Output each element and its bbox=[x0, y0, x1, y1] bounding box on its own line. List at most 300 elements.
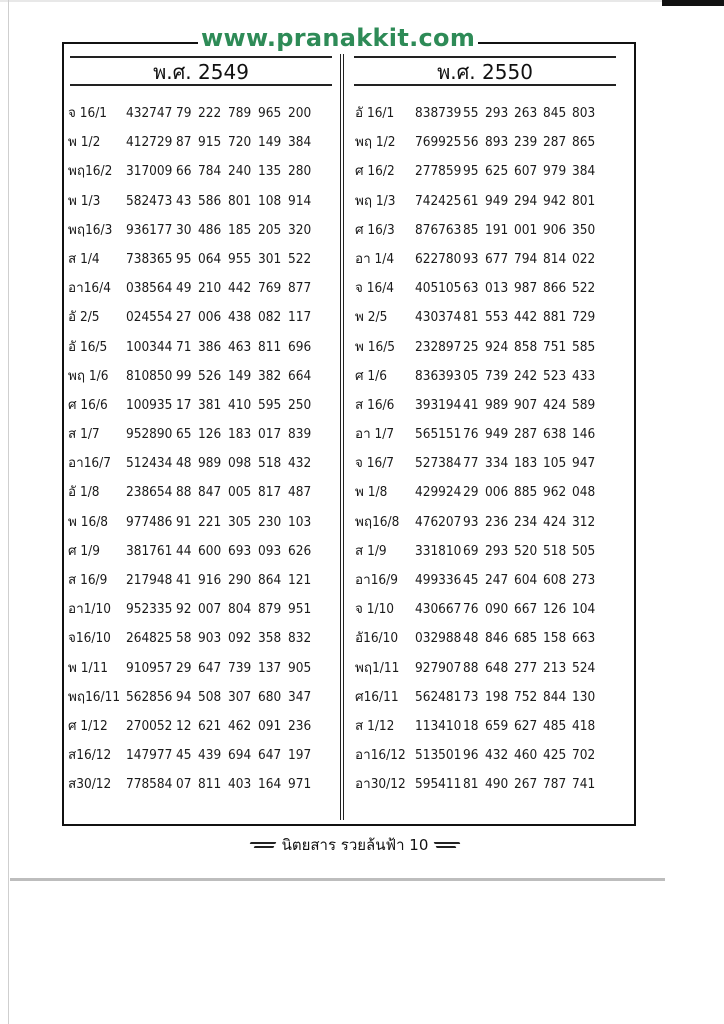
draw-date: ส 1/7 bbox=[68, 426, 100, 443]
three-digit-4: 663 bbox=[572, 630, 596, 647]
three-digit-1: 586 bbox=[198, 192, 222, 209]
result-row bbox=[68, 333, 336, 362]
first-prize: 476207 bbox=[415, 513, 462, 530]
three-digit-1: 553 bbox=[485, 309, 509, 326]
result-row bbox=[355, 712, 619, 741]
first-prize: 381761 bbox=[126, 542, 173, 559]
three-digit-4: 236 bbox=[288, 717, 312, 734]
three-digit-2: 693 bbox=[228, 542, 252, 559]
three-digit-4: 702 bbox=[572, 747, 596, 764]
result-row bbox=[68, 303, 336, 332]
last-two-digits: 95 bbox=[176, 250, 192, 267]
last-two-digits: 41 bbox=[176, 572, 192, 588]
result-row bbox=[68, 187, 336, 216]
three-digit-4: 832 bbox=[288, 630, 312, 647]
three-digit-2: 287 bbox=[514, 426, 538, 443]
result-row bbox=[355, 508, 619, 537]
draw-date: พ 2/5 bbox=[355, 309, 388, 326]
three-digit-4: 947 bbox=[572, 455, 596, 472]
three-digit-3: 881 bbox=[543, 309, 567, 326]
three-digit-2: 092 bbox=[228, 630, 252, 647]
last-two-digits: 44 bbox=[176, 542, 192, 559]
three-digit-1: 508 bbox=[198, 688, 222, 705]
last-two-digits: 45 bbox=[463, 572, 479, 588]
three-digit-1: 811 bbox=[198, 776, 222, 793]
three-digit-4: 320 bbox=[288, 221, 312, 238]
three-digit-4: 384 bbox=[572, 163, 596, 180]
last-two-digits: 91 bbox=[176, 513, 192, 530]
three-digit-3: 751 bbox=[543, 338, 567, 355]
three-digit-4: 914 bbox=[288, 192, 312, 209]
three-digit-3: 864 bbox=[258, 572, 282, 588]
first-prize: 393194 bbox=[415, 396, 462, 413]
three-digit-1: 625 bbox=[485, 163, 509, 180]
header-rule bbox=[354, 56, 616, 58]
three-digit-3: 425 bbox=[543, 747, 567, 764]
last-two-digits: 56 bbox=[463, 134, 479, 151]
result-row bbox=[68, 537, 336, 566]
three-digit-2: 604 bbox=[514, 572, 538, 588]
three-digit-1: 847 bbox=[198, 484, 222, 501]
three-digit-1: 659 bbox=[485, 717, 509, 734]
last-two-digits: 65 bbox=[176, 426, 192, 443]
three-digit-2: 438 bbox=[228, 309, 252, 326]
three-digit-3: 126 bbox=[543, 601, 567, 618]
three-digit-4: 729 bbox=[572, 309, 596, 326]
three-digit-3: 787 bbox=[543, 776, 567, 793]
last-two-digits: 29 bbox=[176, 659, 192, 676]
first-prize: 836393 bbox=[415, 367, 462, 384]
three-digit-1: 006 bbox=[198, 309, 222, 326]
first-prize: 270052 bbox=[126, 717, 173, 734]
three-digit-3: 866 bbox=[543, 280, 567, 297]
three-digit-3: 845 bbox=[543, 105, 567, 121]
last-two-digits: 81 bbox=[463, 776, 479, 793]
result-row bbox=[68, 99, 336, 128]
three-digit-2: 720 bbox=[228, 134, 252, 151]
first-prize: 977486 bbox=[126, 513, 173, 530]
three-digit-1: 381 bbox=[198, 396, 222, 413]
three-digit-1: 989 bbox=[485, 396, 509, 413]
result-row bbox=[355, 216, 619, 245]
draw-date: พฤ16/2 bbox=[68, 163, 113, 180]
three-digit-3: 091 bbox=[258, 717, 282, 734]
three-digit-2: 277 bbox=[514, 659, 538, 676]
last-two-digits: 25 bbox=[463, 338, 479, 355]
year-heading-left: พ.ศ. 2549 bbox=[153, 60, 249, 84]
three-digit-2: 685 bbox=[514, 630, 538, 647]
first-prize: 264825 bbox=[126, 630, 173, 647]
three-digit-4: 350 bbox=[572, 221, 596, 238]
three-digit-1: 191 bbox=[485, 221, 509, 238]
draw-date: พฤ 1/2 bbox=[355, 134, 396, 151]
three-digit-3: 979 bbox=[543, 163, 567, 180]
result-row bbox=[68, 741, 336, 770]
result-row bbox=[68, 245, 336, 274]
draw-date: พ 16/8 bbox=[68, 513, 109, 530]
three-digit-2: 520 bbox=[514, 542, 538, 559]
first-prize: 952335 bbox=[126, 601, 173, 618]
three-digit-2: 001 bbox=[514, 221, 538, 238]
header-rule bbox=[354, 84, 616, 86]
three-digit-1: 198 bbox=[485, 688, 509, 705]
result-row bbox=[355, 624, 619, 653]
three-digit-4: 905 bbox=[288, 659, 312, 676]
three-digit-1: 006 bbox=[485, 484, 509, 501]
header-rule bbox=[70, 56, 332, 58]
ornament-right-icon bbox=[434, 840, 460, 850]
draw-date: พฤ16/8 bbox=[355, 513, 400, 530]
first-prize: 562481 bbox=[415, 688, 462, 705]
first-prize: 113410 bbox=[415, 717, 462, 734]
three-digit-1: 949 bbox=[485, 192, 509, 209]
three-digit-3: 382 bbox=[258, 367, 282, 384]
first-prize: 405105 bbox=[415, 280, 462, 297]
draw-date: พฤ16/3 bbox=[68, 221, 113, 238]
result-row bbox=[68, 478, 336, 507]
three-digit-4: 250 bbox=[288, 396, 312, 413]
first-prize: 499336 bbox=[415, 572, 462, 588]
first-prize: 769925 bbox=[415, 134, 462, 151]
three-digit-2: 305 bbox=[228, 513, 252, 530]
three-digit-1: 784 bbox=[198, 163, 222, 180]
three-digit-4: 589 bbox=[572, 396, 596, 413]
result-row bbox=[68, 362, 336, 391]
draw-date: จ 16/4 bbox=[355, 280, 395, 297]
first-prize: 778584 bbox=[126, 776, 173, 793]
three-digit-2: 183 bbox=[514, 455, 538, 472]
three-digit-3: 358 bbox=[258, 630, 282, 647]
first-prize: 738365 bbox=[126, 250, 173, 267]
first-prize: 927907 bbox=[415, 659, 462, 676]
three-digit-3: 518 bbox=[258, 455, 282, 472]
three-digit-3: 158 bbox=[543, 630, 567, 647]
draw-date: อั 16/1 bbox=[355, 105, 395, 121]
header-rule bbox=[70, 84, 332, 86]
draw-date: ส 1/12 bbox=[355, 717, 395, 734]
three-digit-2: 794 bbox=[514, 250, 538, 267]
three-digit-2: 987 bbox=[514, 280, 538, 297]
three-digit-1: 490 bbox=[485, 776, 509, 793]
three-digit-1: 915 bbox=[198, 134, 222, 151]
three-digit-3: 082 bbox=[258, 309, 282, 326]
three-digit-1: 846 bbox=[485, 630, 509, 647]
three-digit-2: 801 bbox=[228, 192, 252, 209]
three-digit-3: 205 bbox=[258, 221, 282, 238]
page-edge bbox=[0, 0, 724, 2]
first-prize: 232897 bbox=[415, 338, 462, 355]
first-prize: 331810 bbox=[415, 542, 462, 559]
three-digit-3: 962 bbox=[543, 484, 567, 501]
three-digit-4: 121 bbox=[288, 572, 312, 588]
first-prize: 876763 bbox=[415, 221, 462, 238]
result-row bbox=[355, 128, 619, 157]
three-digit-2: 858 bbox=[514, 338, 538, 355]
three-digit-4: 741 bbox=[572, 776, 596, 793]
three-digit-1: 439 bbox=[198, 747, 222, 764]
result-row bbox=[355, 303, 619, 332]
result-row bbox=[68, 712, 336, 741]
draw-date: อั 1/8 bbox=[68, 484, 100, 501]
three-digit-2: 789 bbox=[228, 105, 252, 121]
draw-date: ศ 1/9 bbox=[68, 542, 100, 559]
three-digit-3: 680 bbox=[258, 688, 282, 705]
three-digit-2: 263 bbox=[514, 105, 538, 121]
three-digit-1: 210 bbox=[198, 280, 222, 297]
last-two-digits: 88 bbox=[176, 484, 192, 501]
three-digit-2: 442 bbox=[228, 280, 252, 297]
three-digit-1: 600 bbox=[198, 542, 222, 559]
first-prize: 100935 bbox=[126, 396, 173, 413]
draw-date: ส16/12 bbox=[68, 747, 112, 764]
result-row bbox=[68, 770, 336, 799]
three-digit-4: 200 bbox=[288, 105, 312, 121]
three-digit-3: 105 bbox=[543, 455, 567, 472]
three-digit-1: 222 bbox=[198, 105, 222, 121]
three-digit-2: 442 bbox=[514, 309, 538, 326]
result-row bbox=[355, 99, 619, 128]
result-row bbox=[68, 420, 336, 449]
three-digit-3: 595 bbox=[258, 396, 282, 413]
draw-date: อั16/10 bbox=[355, 630, 399, 647]
first-prize: 936177 bbox=[126, 221, 173, 238]
first-prize: 147977 bbox=[126, 747, 173, 764]
three-digit-3: 485 bbox=[543, 717, 567, 734]
three-digit-4: 505 bbox=[572, 542, 596, 559]
footer-title: นิตยสาร รวยล้นฟ้า 10 bbox=[281, 836, 429, 854]
first-prize: 024554 bbox=[126, 309, 173, 326]
draw-date: จ16/10 bbox=[68, 630, 111, 647]
three-digit-1: 486 bbox=[198, 221, 222, 238]
three-digit-3: 093 bbox=[258, 542, 282, 559]
three-digit-3: 647 bbox=[258, 747, 282, 764]
result-row bbox=[355, 449, 619, 478]
three-digit-4: 951 bbox=[288, 601, 312, 618]
three-digit-3: 287 bbox=[543, 134, 567, 151]
three-digit-4: 418 bbox=[572, 717, 596, 734]
result-row bbox=[355, 187, 619, 216]
result-row bbox=[355, 391, 619, 420]
first-prize: 512434 bbox=[126, 455, 173, 472]
three-digit-4: 432 bbox=[288, 455, 312, 472]
three-digit-4: 664 bbox=[288, 367, 312, 384]
three-digit-1: 090 bbox=[485, 601, 509, 618]
three-digit-2: 307 bbox=[228, 688, 252, 705]
result-row bbox=[68, 128, 336, 157]
draw-date: อา 1/7 bbox=[355, 426, 395, 443]
three-digit-3: 135 bbox=[258, 163, 282, 180]
last-two-digits: 88 bbox=[463, 659, 479, 676]
magazine-footer bbox=[240, 833, 470, 857]
draw-date: ศ 16/6 bbox=[68, 396, 108, 413]
first-prize: 513501 bbox=[415, 747, 462, 764]
last-two-digits: 71 bbox=[176, 338, 192, 355]
three-digit-1: 989 bbox=[198, 455, 222, 472]
three-digit-2: 290 bbox=[228, 572, 252, 588]
draw-date: ส 16/6 bbox=[355, 396, 395, 413]
three-digit-1: 236 bbox=[485, 513, 509, 530]
last-two-digits: 58 bbox=[176, 630, 192, 647]
results-column-2549 bbox=[68, 99, 336, 800]
result-row bbox=[68, 157, 336, 186]
three-digit-2: 667 bbox=[514, 601, 538, 618]
three-digit-2: 907 bbox=[514, 396, 538, 413]
three-digit-2: 627 bbox=[514, 717, 538, 734]
three-digit-4: 197 bbox=[288, 747, 312, 764]
three-digit-3: 424 bbox=[543, 513, 567, 530]
last-two-digits: 79 bbox=[176, 105, 192, 121]
three-digit-3: 965 bbox=[258, 105, 282, 121]
result-row bbox=[355, 362, 619, 391]
draw-date: ศ 16/2 bbox=[355, 163, 395, 180]
draw-date: อา16/7 bbox=[68, 455, 111, 472]
result-row bbox=[355, 333, 619, 362]
result-row bbox=[68, 216, 336, 245]
three-digit-1: 739 bbox=[485, 367, 509, 384]
first-prize: 562856 bbox=[126, 688, 173, 705]
draw-date: ศ16/11 bbox=[355, 688, 399, 705]
result-row bbox=[355, 245, 619, 274]
three-digit-3: 301 bbox=[258, 250, 282, 267]
draw-date: พฤ 1/3 bbox=[355, 192, 396, 209]
three-digit-1: 247 bbox=[485, 572, 509, 588]
draw-date: อั 2/5 bbox=[68, 309, 100, 326]
three-digit-2: 234 bbox=[514, 513, 538, 530]
draw-date: อา16/4 bbox=[68, 280, 111, 297]
first-prize: 742425 bbox=[415, 192, 462, 209]
three-digit-3: 906 bbox=[543, 221, 567, 238]
three-digit-1: 432 bbox=[485, 747, 509, 764]
page-fold-line bbox=[8, 0, 9, 1024]
last-two-digits: 18 bbox=[463, 717, 479, 734]
result-row bbox=[68, 566, 336, 595]
three-digit-1: 293 bbox=[485, 542, 509, 559]
three-digit-3: 523 bbox=[543, 367, 567, 384]
three-digit-4: 585 bbox=[572, 338, 596, 355]
draw-date: อา30/12 bbox=[355, 776, 406, 793]
three-digit-4: 104 bbox=[572, 601, 596, 618]
three-digit-4: 839 bbox=[288, 426, 312, 443]
last-two-digits: 17 bbox=[176, 396, 192, 413]
first-prize: 565151 bbox=[415, 426, 462, 443]
three-digit-2: 242 bbox=[514, 367, 538, 384]
result-row bbox=[355, 683, 619, 712]
last-two-digits: 73 bbox=[463, 688, 479, 705]
three-digit-4: 522 bbox=[572, 280, 596, 297]
three-digit-3: 017 bbox=[258, 426, 282, 443]
last-two-digits: 05 bbox=[463, 367, 479, 384]
last-two-digits: 92 bbox=[176, 601, 192, 618]
first-prize: 595411 bbox=[415, 776, 462, 793]
three-digit-4: 117 bbox=[288, 309, 312, 326]
three-digit-3: 844 bbox=[543, 688, 567, 705]
column-divider bbox=[340, 54, 344, 820]
result-row bbox=[355, 157, 619, 186]
result-row bbox=[355, 274, 619, 303]
three-digit-4: 048 bbox=[572, 484, 596, 501]
three-digit-2: 098 bbox=[228, 455, 252, 472]
three-digit-3: 230 bbox=[258, 513, 282, 530]
last-two-digits: 48 bbox=[176, 455, 192, 472]
draw-date: พ 1/3 bbox=[68, 192, 101, 209]
three-digit-3: 879 bbox=[258, 601, 282, 618]
three-digit-2: 752 bbox=[514, 688, 538, 705]
draw-date: พ 1/8 bbox=[355, 484, 388, 501]
three-digit-4: 801 bbox=[572, 192, 596, 209]
draw-date: ส 1/9 bbox=[355, 542, 387, 559]
three-digit-2: 005 bbox=[228, 484, 252, 501]
three-digit-2: 239 bbox=[514, 134, 538, 151]
first-prize: 430667 bbox=[415, 601, 462, 618]
first-prize: 432747 bbox=[126, 105, 173, 121]
three-digit-3: 213 bbox=[543, 659, 567, 676]
last-two-digits: 69 bbox=[463, 542, 479, 559]
three-digit-2: 462 bbox=[228, 717, 252, 734]
draw-date: ศ 1/6 bbox=[355, 367, 387, 384]
draw-date: พ 1/2 bbox=[68, 134, 101, 151]
draw-date: ส 16/9 bbox=[68, 572, 108, 588]
draw-date: พฤ16/11 bbox=[68, 688, 121, 705]
three-digit-2: 804 bbox=[228, 601, 252, 618]
draw-date: ส30/12 bbox=[68, 776, 112, 793]
three-digit-2: 183 bbox=[228, 426, 252, 443]
last-two-digits: 99 bbox=[176, 367, 192, 384]
three-digit-2: 149 bbox=[228, 367, 252, 384]
three-digit-1: 621 bbox=[198, 717, 222, 734]
three-digit-3: 608 bbox=[543, 572, 567, 588]
draw-date: ศ 1/12 bbox=[68, 717, 108, 734]
draw-date: จ 16/7 bbox=[355, 455, 395, 472]
first-prize: 430374 bbox=[415, 309, 462, 326]
result-row bbox=[355, 741, 619, 770]
last-two-digits: 96 bbox=[463, 747, 479, 764]
three-digit-1: 903 bbox=[198, 630, 222, 647]
three-digit-2: 410 bbox=[228, 396, 252, 413]
draw-date: อา16/9 bbox=[355, 572, 398, 588]
three-digit-4: 433 bbox=[572, 367, 596, 384]
result-row bbox=[68, 391, 336, 420]
first-prize: 100344 bbox=[126, 338, 173, 355]
three-digit-4: 103 bbox=[288, 513, 312, 530]
last-two-digits: 29 bbox=[463, 484, 479, 501]
three-digit-4: 522 bbox=[288, 250, 312, 267]
three-digit-4: 347 bbox=[288, 688, 312, 705]
three-digit-4: 626 bbox=[288, 542, 312, 559]
last-two-digits: 55 bbox=[463, 105, 479, 121]
result-row bbox=[68, 654, 336, 683]
three-digit-3: 817 bbox=[258, 484, 282, 501]
three-digit-4: 146 bbox=[572, 426, 596, 443]
three-digit-3: 164 bbox=[258, 776, 282, 793]
three-digit-3: 518 bbox=[543, 542, 567, 559]
three-digit-1: 526 bbox=[198, 367, 222, 384]
last-two-digits: 95 bbox=[463, 163, 479, 180]
result-row bbox=[68, 449, 336, 478]
three-digit-3: 108 bbox=[258, 192, 282, 209]
three-digit-1: 648 bbox=[485, 659, 509, 676]
three-digit-1: 916 bbox=[198, 572, 222, 588]
three-digit-3: 638 bbox=[543, 426, 567, 443]
three-digit-2: 607 bbox=[514, 163, 538, 180]
first-prize: 412729 bbox=[126, 134, 173, 151]
three-digit-2: 185 bbox=[228, 221, 252, 238]
three-digit-2: 739 bbox=[228, 659, 252, 676]
three-digit-1: 293 bbox=[485, 105, 509, 121]
first-prize: 582473 bbox=[126, 192, 173, 209]
three-digit-4: 865 bbox=[572, 134, 596, 151]
three-digit-2: 885 bbox=[514, 484, 538, 501]
three-digit-4: 130 bbox=[572, 688, 596, 705]
